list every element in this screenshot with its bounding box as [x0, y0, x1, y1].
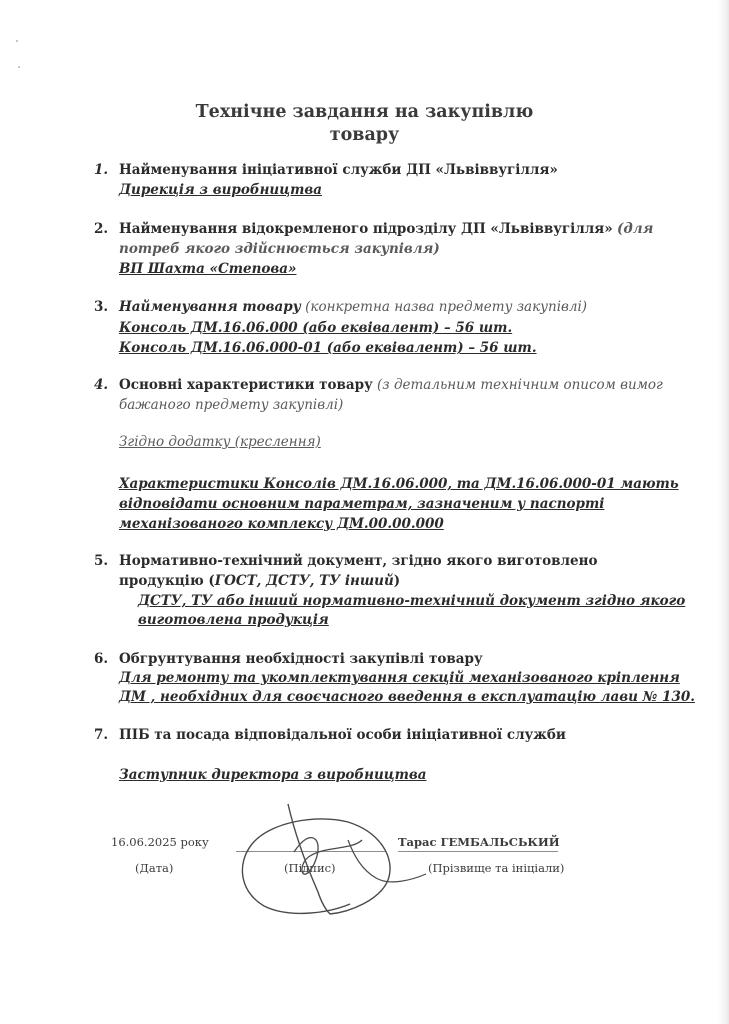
section-5-heading-standards: ГОСТ, ДСТУ, ТУ інший: [214, 573, 394, 589]
section-3-note: (конкретна назва предмету закупівлі): [305, 299, 588, 315]
section-4-heading: Основні характеристики товару: [119, 377, 373, 393]
signature-stroke: [348, 840, 426, 882]
section-2-note-start: (для: [617, 221, 654, 237]
scan-speck: [16, 40, 18, 42]
section-7-number: 7.: [94, 727, 109, 743]
section-4-number: 4.: [94, 377, 109, 393]
section-2-heading-line: [119, 221, 653, 237]
name-caption: (Прізвище та ініціали): [428, 861, 565, 875]
section-4-description: Характеристики Консолів ДМ.16.06.000, та ДМ.16.06.000-01 мають: [119, 476, 679, 492]
handwritten-signature: [230, 800, 430, 920]
section-5-heading-text: продукцію (: [119, 573, 215, 589]
section-2-heading: Найменування відокремленого підрозділу ДП «Львіввугілля»: [119, 221, 613, 237]
section-2-note: потреб якого здійснюється закупівля): [119, 241, 440, 257]
section-2-value: ВП Шахта «Степова»: [119, 261, 297, 277]
document-title-continued: товару: [329, 125, 400, 145]
section-6-heading: Обгрунтування необхідності закупівлі товару: [119, 651, 483, 667]
section-5-heading: Нормативно-технічний документ, згідно якого виготовлено: [119, 553, 598, 569]
section-4-description: механізованого комплексу ДМ.00.00.000: [119, 516, 444, 532]
section-5-number: 5.: [94, 553, 109, 569]
signature-date: 16.06.2025 року: [111, 835, 209, 849]
section-6-value: ДМ , необхідних для своєчасного введення в експлуатацію лави № 130.: [119, 689, 695, 705]
section-5-heading-close: ): [393, 573, 401, 589]
section-6-number: 6.: [94, 651, 109, 667]
section-3-item: Консоль ДМ.16.06.000 (або еквівалент) – 56 шт.: [119, 320, 513, 336]
section-7-value: Заступник директора з виробництва: [119, 767, 427, 783]
section-4-reference: Згідно додатку (креслення): [119, 434, 321, 450]
section-1-heading: Найменування ініціативної служби ДП «Львіввугілля»: [119, 162, 558, 178]
section-3-heading-line: [119, 299, 587, 315]
signature-name: Тарас ГЕМБАЛЬСЬКИЙ: [398, 835, 560, 849]
section-6-value: Для ремонту та укомплектування секцій механізованого кріплення: [119, 670, 680, 686]
section-5-value: виготовлена продукція: [138, 612, 329, 628]
section-4-note: бажаного предмету закупівлі): [119, 397, 344, 413]
date-caption: (Дата): [135, 861, 174, 875]
section-5-value: ДСТУ, ТУ або інший нормативно-технічний документ згідно якого: [138, 593, 686, 609]
section-4-note-start: (з детальним технічним описом вимог: [377, 377, 663, 393]
scan-speck: [18, 66, 20, 68]
section-5-heading-continued: [119, 573, 400, 589]
signature-stroke: [242, 819, 390, 914]
signature-caption: (Підпис): [284, 861, 336, 875]
section-4-description: відповідати основним параметрам, зазначеним у паспорті: [119, 496, 605, 512]
scan-edge-shadow: [717, 0, 729, 1024]
section-3-number: 3.: [94, 299, 109, 315]
signature-stroke: [288, 804, 330, 914]
document-title: Технічне завдання на закупівлю: [195, 102, 534, 122]
section-1-value: Дирекція з виробництва: [119, 182, 322, 198]
section-7-heading: ПІБ та посада відповідальної особи ініціативної служби: [119, 727, 566, 743]
section-1-number: 1.: [94, 162, 109, 178]
section-4-heading-line: [119, 377, 663, 393]
section-3-item: Консоль ДМ.16.06.000-01 (або еквівалент) – 56 шт.: [119, 340, 537, 356]
section-2-number: 2.: [94, 221, 109, 237]
section-3-heading: Найменування товару: [119, 299, 301, 315]
